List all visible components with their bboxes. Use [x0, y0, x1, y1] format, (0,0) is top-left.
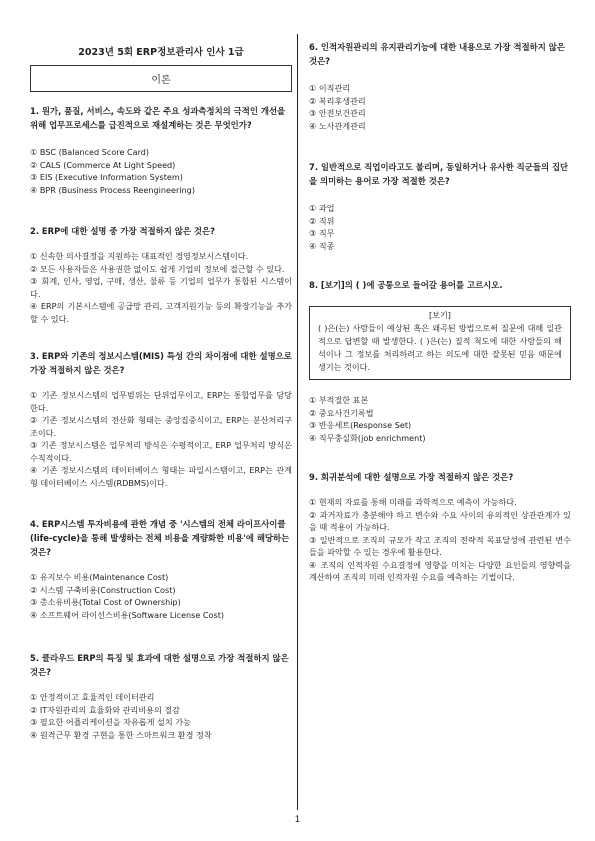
question-7: [309, 160, 571, 252]
question-4: [30, 517, 292, 621]
column-divider: [297, 34, 298, 810]
reference-box: [309, 306, 571, 380]
option[interactable]: ④ 조직의 인적자원 수요결정에 영향을 미치는 다양한 요인들의 영향력을 계산하여 조직의 미래 인적자원 수요를 예측하는 기법이다.: [309, 559, 571, 582]
option[interactable]: ③ 총소유비용(Total Cost of Ownership): [30, 597, 181, 607]
option[interactable]: ③ 회계, 인사, 영업, 구매, 생산, 물류 등 기업의 업무가 통합된 시스템이다.: [30, 276, 292, 299]
option[interactable]: ④ 직무충실화(job enrichment): [309, 432, 426, 443]
option[interactable]: ② 복리후생관리: [309, 95, 366, 106]
options-list: [30, 146, 292, 196]
option[interactable]: ① 안정적이고 효율적인 데이터관리: [30, 692, 155, 702]
question-text: 6. 인적자원관리의 유지관리기능에 대한 내용으로 가장 적절하지 않은 것은?: [309, 42, 565, 66]
option[interactable]: ③ 기존 정보시스템은 업무처리 방식은 수평적이고, ERP 업무처리 방식은 수직적이다.: [30, 440, 292, 463]
option[interactable]: ① 기존 정보시스템의 업무범위는 단위업무이고, ERP는 통합업무를 담당한다.: [30, 390, 292, 413]
option[interactable]: ① 현재의 자료를 통해 미래를 과학적으로 예측이 가능하다.: [309, 497, 517, 507]
section-header: 이론: [30, 65, 292, 92]
option[interactable]: ② 과거자료가 충분해야 하고 변수와 수요 사이의 유의적인 상관관계가 있을 때 적용이 가능하다.: [309, 509, 571, 532]
option[interactable]: ③ 필요한 어플리케이션을 자유롭게 설치 가능: [30, 717, 191, 727]
page-number: 1: [294, 815, 301, 825]
right-column: [309, 34, 571, 584]
question-8: [309, 278, 571, 444]
options-list: [30, 571, 292, 621]
question-text: 7. 일반적으로 직업이라고도 불리며, 동일하거나 유사한 직군들의 집단을 의미하는 용어로 가장 적절한 것은?: [309, 162, 569, 186]
option[interactable]: ② IT자원관리의 효율화와 관리비용의 절감: [30, 704, 180, 715]
question-3: [30, 349, 292, 489]
question-text: 9. 회귀분석에 대한 설명으로 가장 적절하지 않은 것은?: [309, 472, 514, 482]
option[interactable]: ④ 원격근무 환경 구현을 통한 스마트워크 환경 정착: [30, 729, 212, 740]
option[interactable]: ④ ERP의 기본시스템에 공급망 관리, 고객지원기능 등의 확장기능을 추가할 수 있다.: [30, 301, 292, 324]
option[interactable]: ① 신속한 의사결정을 지원하는 대표적인 경영정보시스템이다.: [30, 251, 249, 261]
option[interactable]: ③ 반응세트(Response Set): [309, 420, 412, 430]
option[interactable]: ② 중요사건기록법: [309, 407, 374, 418]
options-list: [309, 496, 571, 584]
question-text: 2. ERP에 대한 설명 중 가장 적절하지 않은 것은?: [30, 226, 215, 236]
option[interactable]: ④ BPR (Business Process Reengineering): [30, 184, 195, 195]
option[interactable]: ① 과업: [309, 203, 335, 213]
option[interactable]: ④ 소프트웨어 라이선스비용(Software License Cost): [30, 609, 225, 620]
option[interactable]: ② 모든 사용자들은 사용권한 없이도 쉽게 기업의 정보에 접근할 수 있다.: [30, 263, 285, 274]
option[interactable]: ③ EIS (Executive Information System): [30, 172, 183, 182]
option[interactable]: ③ 안전보건관리: [309, 108, 366, 118]
option[interactable]: ② CALS (Commerce At Light Speed): [30, 159, 176, 170]
option[interactable]: ② 기존 정보시스템의 전산화 형태는 중앙집중식이고, ERP는 분산처리구조이다.: [30, 415, 292, 438]
option[interactable]: ① 이직관리: [309, 83, 351, 93]
exam-title: 2023년 5회 ERP정보관리사 인사 1급: [78, 47, 244, 58]
left-column: [30, 34, 292, 741]
options-list: [30, 389, 292, 489]
question-text: 4. ERP시스템 투자비용에 관한 개념 중 '시스템의 전체 라이프사이클(life-cycle)을 통해 발생하는 전체 비용을 계량화한 비용'에 해당하는 것은?: [30, 519, 290, 557]
question-2: [30, 224, 292, 325]
question-6: [309, 40, 571, 132]
reference-text: ( )은(는) 사람들이 예상된 혹은 왜곡된 방법으로써 질문에 대해 일관적으로 답변할 때 발생한다. ( )은(는) 질적 척도에 대한 사람들의 해석이나 그 정보를 처리하려고 하는 의도에 대한 잘못된 믿음 때문에 생기는 것이다.: [318, 323, 562, 372]
options-list: [309, 82, 571, 132]
options-list: [30, 250, 292, 325]
question-text: 1. 원가, 품질, 서비스, 속도와 같은 주요 성과측정치의 극적인 개선을 위해 업무프로세스를 급진적으로 재설계하는 것은 무엇인가?: [30, 106, 286, 130]
option[interactable]: ① 유지보수 비용(Maintenance Cost): [30, 572, 169, 582]
options-list: [309, 394, 571, 444]
option[interactable]: ④ 기존 정보시스템의 데이터베이스 형태는 파일시스템이고, ERP는 관계형 데이터베이스 시스템(RDBMS)이다.: [30, 465, 292, 488]
option[interactable]: ③ 직무: [309, 228, 335, 238]
option[interactable]: ② 직위: [309, 215, 335, 226]
option[interactable]: ④ 직종: [309, 240, 335, 251]
option[interactable]: ① BSC (Balanced Score Card): [30, 147, 150, 157]
reference-header: [보기]: [429, 310, 451, 320]
option[interactable]: ② 시스템 구축비용(Construction Cost): [30, 584, 176, 595]
option[interactable]: ④ 노사관계관리: [309, 120, 366, 131]
question-text: 5. 클라우드 ERP의 특징 및 효과에 대한 설명으로 가장 적절하지 않은 것은?: [30, 653, 289, 677]
question-text: 8. [보기]의 ( )에 공통으로 들어갈 용어를 고르시오.: [309, 280, 503, 290]
options-list: [309, 202, 571, 252]
options-list: [30, 691, 292, 741]
question-5: [30, 651, 292, 741]
question-1: [30, 104, 292, 196]
question-9: [309, 470, 571, 584]
question-text: 3. ERP와 기존의 정보시스템(MIS) 특성 간의 차이점에 대한 설명으로 가장 적절하지 않은 것은?: [30, 351, 292, 375]
option[interactable]: ① 부적절한 표본: [309, 395, 369, 405]
option[interactable]: ③ 일반적으로 조직의 규모가 작고 조직의 전략적 목표달성에 관련된 변수들을 파악할 수 있는 경우에 활용한다.: [309, 534, 571, 557]
